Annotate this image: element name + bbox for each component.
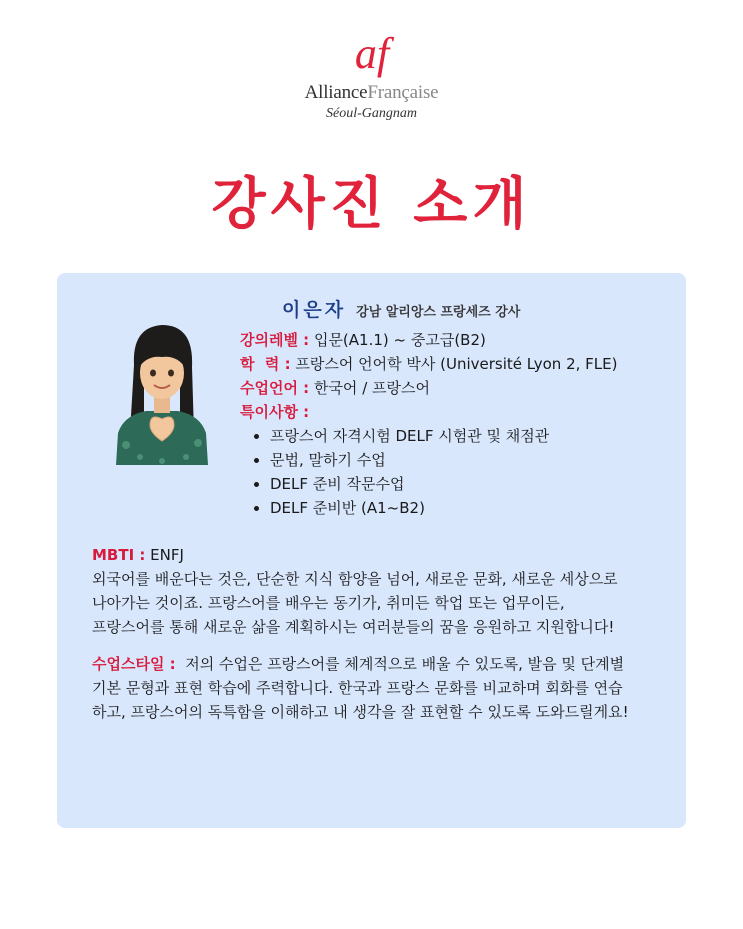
mbti-line: 나아가는 것이죠. 프랑스어를 배우는 동기가, 취미든 학업 또는 업무이든,	[92, 594, 565, 612]
mbti-row	[92, 543, 667, 567]
class-style-line: 하고, 프랑스어의 독특함을 이해하고 내 생각을 잘 표현할 수 있도록 도와드릴게요!	[92, 703, 629, 721]
education-row	[240, 352, 617, 376]
notes-label: 특이사항 :	[240, 403, 310, 421]
logo-branch: Séoul-Gangnam	[326, 106, 417, 121]
teacher-name-row	[282, 295, 520, 322]
class-style-label: 수업스타일 :	[92, 655, 176, 673]
mbti-line: 프랑스어를 통해 새로운 삶을 계획하시는 여러분들의 꿈을 응원하고 지원합니다!	[92, 618, 615, 636]
logo-name-light: Française	[367, 82, 439, 103]
teacher-name: 이은자	[282, 299, 347, 321]
svg-text:af: af	[354, 29, 389, 78]
class-style-line: 저의 수업은 프랑스어를 체계적으로 배울 수 있도록, 발음 및 단계별	[175, 655, 625, 673]
class-style-line: 기본 문형과 표현 학습에 주력합니다. 한국과 프랑스 문화를 비교하며 회화를 연습	[92, 679, 623, 697]
notes-row	[240, 400, 617, 424]
level-row	[240, 328, 617, 352]
class-style-row	[92, 652, 667, 676]
logo-name	[0, 82, 743, 104]
teacher-avatar	[112, 315, 212, 467]
logo	[0, 28, 743, 122]
teacher-role: 강남 알리앙스 프랑세즈 강사	[356, 305, 521, 320]
education-label: 학 력 :	[240, 355, 291, 373]
language-value: 한국어 / 프랑스어	[309, 379, 430, 397]
mbti-line: 외국어를 배운다는 것은, 단순한 지식 함양을 넘어, 새로운 문화, 새로운 세상으로	[92, 570, 618, 588]
notes-list	[240, 424, 617, 520]
teacher-info	[240, 328, 617, 520]
class-style-section	[92, 652, 667, 724]
alliance-francaise-logo-mark	[342, 28, 402, 80]
notes-item: • DELF 준비 작문수업	[270, 472, 617, 496]
mbti-label: MBTI :	[92, 546, 146, 564]
education-value: 프랑스어 언어학 박사 (Université Lyon 2, FLE)	[290, 355, 618, 373]
language-row	[240, 376, 617, 400]
level-value: 입문(A1.1) ~ 중고급(B2)	[309, 331, 486, 349]
teacher-profile-card	[57, 273, 686, 828]
mbti-section	[92, 543, 667, 639]
page-title: 강사진 소개	[211, 172, 532, 237]
language-label: 수업언어 :	[240, 379, 310, 397]
notes-item: • 프랑스어 자격시험 DELF 시험관 및 채점관	[270, 424, 617, 448]
level-label: 강의레벨 :	[240, 331, 310, 349]
logo-name-main: Alliance	[304, 82, 368, 103]
mbti-value: ENFJ	[145, 546, 184, 564]
notes-item: • 문법, 말하기 수업	[270, 448, 617, 472]
notes-item: • DELF 준비반 (A1~B2)	[270, 496, 617, 520]
